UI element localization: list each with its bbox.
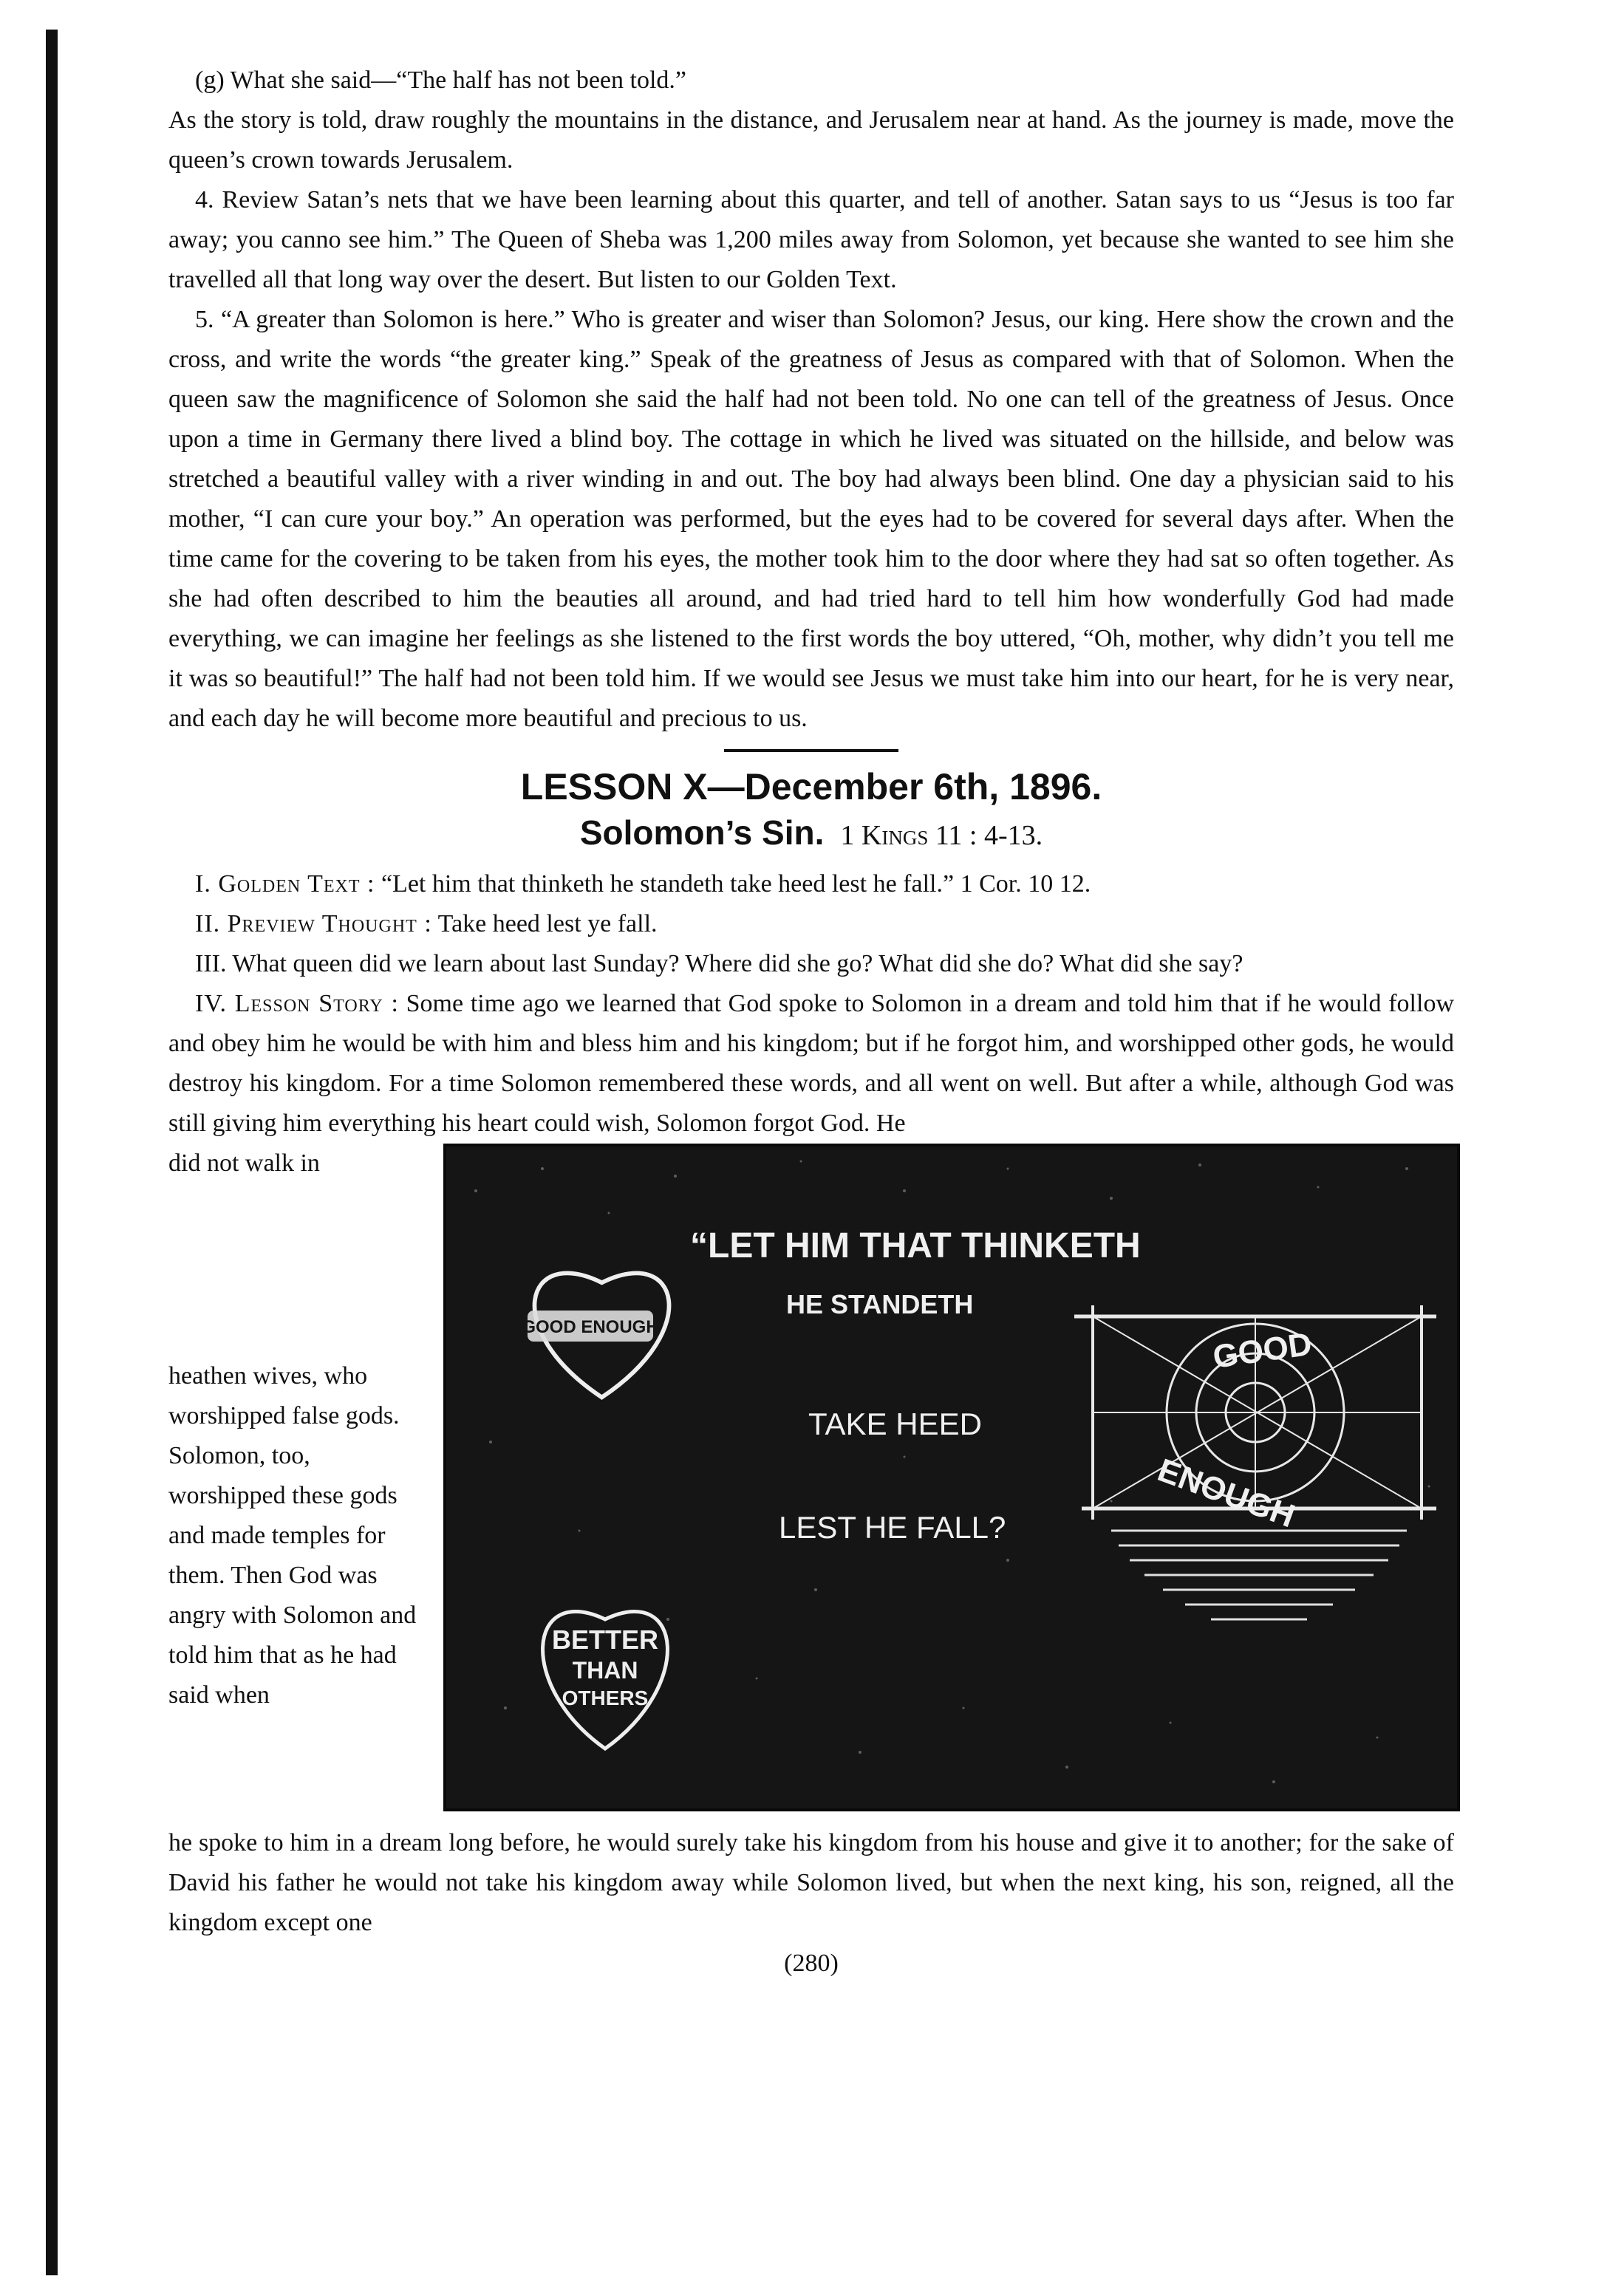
chalk-line-2: HE STANDETH [786,1289,974,1319]
preview-thought-label: II. Preview Thought : [195,910,432,937]
lesson-story-label: IV. Lesson Story : [195,990,399,1017]
heart-bottom-line-1: BETTER [552,1624,658,1655]
chalk-line-1: “LET HIM THAT THINKETH [690,1226,1141,1265]
wrap-side-text: heathen wives, who worshipped false gods. Solomon, too, worshipped these gods and made temples for them. Then God was angry with Solomon and told him that as he had said when [168,1362,417,1709]
lesson-subtitle-line [168,810,1454,864]
heart-bottom-line-3: OTHERS [562,1687,649,1709]
water-ripples [1111,1531,1407,1619]
intro-g-item: (g) What she said—“The half has not been told.” [195,66,686,94]
after-figure-paragraph: he spoke to him in a dream long before, he would surely take his kingdom from his house and give it to another; for the sake of David his father he would not take his kingdom away while Solomon lived, but when the next king, his son, reigned, all the kingdom except one [168,1829,1454,1936]
lesson-title: LESSON X—December 6th, 1896. [520,766,1102,807]
lesson-story-paragraph [168,984,1454,1144]
wrap-top-text: did not walk in [168,1149,320,1177]
lesson-subtitle: Solomon’s Sin. [579,813,825,852]
web-word-1: GOOD [1210,1325,1314,1376]
blackboard-illustration [443,1144,1460,1811]
chalk-line-4: LEST HE FALL? [779,1510,1006,1545]
page-margin-rule [46,30,58,2275]
preview-thought-line [168,904,1454,944]
illustration-wrap-zone [168,1144,1454,1823]
golden-text: “Let him that thinketh he standeth take heed lest he fall.” 1 Cor. 10 12. [381,870,1091,898]
chalk-line-3: TAKE HEED [808,1407,982,1441]
item-4-paragraph: 4. Review Satan’s nets that we have been learning about this quarter, and tell of another. Satan says to us “Jesus is too far away; you canno see him.” The Queen of Sheba was 1,200 miles away from Solomon, yet because she wanted to see him she travelled all that long way over the desert. But listen to our Golden Text. [168,186,1454,293]
lesson-story-text: Some time ago we learned that God spoke to Solomon in a dream and told him that if he would follow and obey him he would be with him and bless him and his kingdom; but if he forgot him, and worshipped other gods, he would destroy his kingdom. For a time Solomon remembered these words, and all went on well. But after a while, although God was still giving him everything his heart could wish, Solomon forgot God. He [168,990,1454,1137]
lesson-reference: 1 Kings 11 : 4-13. [840,820,1043,851]
intro-instructions: As the story is told, draw roughly the mountains in the distance, and Jerusalem near at hand. As the journey is made, move the queen’s crown towards Jerusalem. [168,106,1454,174]
blackboard-svg [446,1147,1457,1808]
heart-top-label: GOOD ENOUGH [522,1317,659,1337]
page-body [168,61,1454,1981]
review-questions: III. What queen did we learn about last Sunday? Where did she go? What did she do? What did she say? [195,950,1243,977]
golden-text-line [168,864,1454,904]
web-word-2: ENOUGH [1153,1452,1300,1535]
heart-better-than-others [543,1611,668,1749]
section-divider [724,749,898,752]
heart-bottom-line-2: THAN [572,1657,638,1684]
heart-good-enough [522,1273,669,1397]
page-number: (280) [784,1950,839,1977]
item-5-paragraph: 5. “A greater than Solomon is here.” Who is greater and wiser than Solomon? Jesus, our king. Here show the crown and the cross, and write the words “the greater king.” Speak of the greatness of Jesus as compared with that of Solomon. When the queen saw the magnificence of Solomon she said the half had not been told. No one can tell of the greatness of Jesus. Once upon a time in Germany there lived a blind boy. The cottage in which he lived was situated on the hillside, and below was stretched a beautiful valley with a river winding in and out. The boy had always been blind. One day a physician said to his mother, “I can cure your boy.” An operation was performed, but the eyes had to be covered for several days after. When the time came for the covering to be taken from his eyes, the mother took him to the door where they had sat so often together. As she had often described to him the beauties all around, and had tried hard to tell him how wonderfully God had made everything, we can imagine her feelings as she listened to the first words the boy uttered, “Oh, mother, why didn’t you tell me it was so beautiful!” The half had not been told him. If we would see Jesus we must take him into our heart, for he is very near, and each day he will become more beautiful and precious to us. [168,306,1454,732]
golden-text-label: I. Golden Text : [195,870,375,898]
preview-thought-text: Take heed lest ye fall. [437,910,658,937]
